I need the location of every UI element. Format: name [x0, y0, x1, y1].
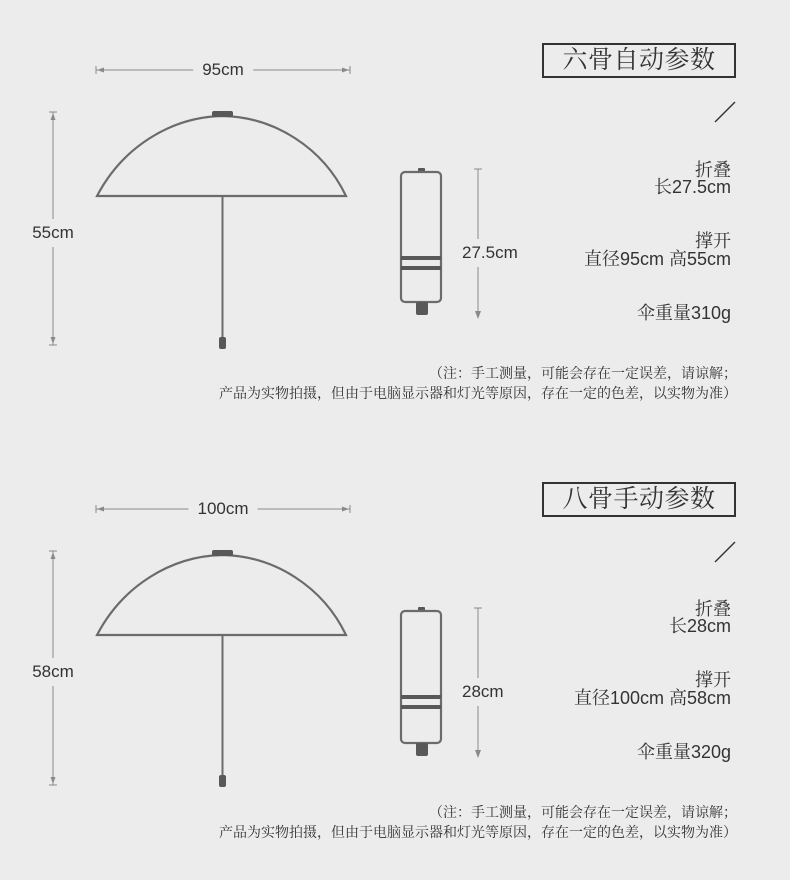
umbrella-canopy	[97, 555, 346, 635]
spec-folded-heading: 折叠	[695, 160, 731, 180]
disclaimer-line-2: 产品为实物拍摄，但由于电脑显示器和灯光等原因，存在一定的色差，以实物为准）	[219, 824, 737, 840]
spec-folded-value: 长28cm	[668, 616, 731, 636]
spec-weight: 伞重量310g	[636, 303, 731, 323]
disclaimer-line-1: （注：手工测量，可能会存在一定误差，请谅解；	[429, 365, 737, 381]
folded-umbrella-band	[401, 705, 441, 709]
divider-slash	[715, 542, 735, 562]
width-dimension-right-arrow	[342, 68, 349, 73]
folded-umbrella-body	[401, 172, 441, 302]
width-dimension-left-arrow	[97, 507, 104, 512]
folded-umbrella-body	[401, 611, 441, 743]
spec-open-heading: 撑开	[695, 670, 731, 690]
folded-umbrella-band	[401, 256, 441, 260]
height-label: 58cm	[32, 658, 74, 686]
folded-umbrella-band	[401, 266, 441, 270]
spec-open-value: 直径100cm 高58cm	[573, 688, 731, 708]
spec-folded-value: 长27.5cm	[653, 177, 731, 197]
section-title: 六骨自动参数	[542, 43, 736, 78]
divider-slash	[715, 102, 735, 122]
disclaimer-line-1: （注：手工测量，可能会存在一定误差，请谅解；	[429, 804, 737, 820]
height-dimension-top-arrow	[51, 113, 56, 120]
folded-umbrella-handle	[416, 302, 428, 315]
folded-umbrella-illustration	[401, 168, 441, 315]
spec-open-heading: 撑开	[695, 231, 731, 251]
umbrella-tip	[212, 550, 233, 556]
folded-length-label: 27.5cm	[461, 239, 519, 267]
height-dimension-top-arrow	[51, 552, 56, 559]
section-six-rib-automatic	[0, 0, 790, 439]
height-dimension-bottom-arrow	[51, 777, 56, 784]
spec-folded-heading: 折叠	[695, 599, 731, 619]
disclaimer-line-2: 产品为实物拍摄，但由于电脑显示器和灯光等原因，存在一定的色差，以实物为准）	[219, 385, 737, 401]
section-eight-rib-manual	[0, 439, 790, 878]
umbrella-tip	[212, 111, 233, 117]
width-dimension-left-arrow	[97, 68, 104, 73]
open-umbrella-illustration	[97, 550, 346, 787]
folded-length-bottom-arrow	[475, 311, 481, 319]
folded-length-label: 28cm	[461, 678, 505, 706]
width-label: 100cm	[188, 499, 257, 519]
spec-open-value: 直径95cm 高55cm	[583, 249, 731, 269]
open-umbrella-illustration	[97, 111, 346, 349]
folded-umbrella-illustration	[401, 607, 441, 756]
section-title: 八骨手动参数	[542, 482, 736, 517]
umbrella-handle	[219, 337, 226, 349]
height-dimension-bottom-arrow	[51, 337, 56, 344]
width-dimension-right-arrow	[342, 507, 349, 512]
height-label: 55cm	[32, 219, 74, 247]
spec-weight: 伞重量320g	[636, 742, 731, 762]
folded-umbrella-band	[401, 695, 441, 699]
folded-umbrella-handle	[416, 743, 428, 756]
umbrella-handle	[219, 775, 226, 787]
width-label: 95cm	[193, 60, 253, 80]
folded-length-bottom-arrow	[475, 750, 481, 758]
umbrella-canopy	[97, 116, 346, 196]
